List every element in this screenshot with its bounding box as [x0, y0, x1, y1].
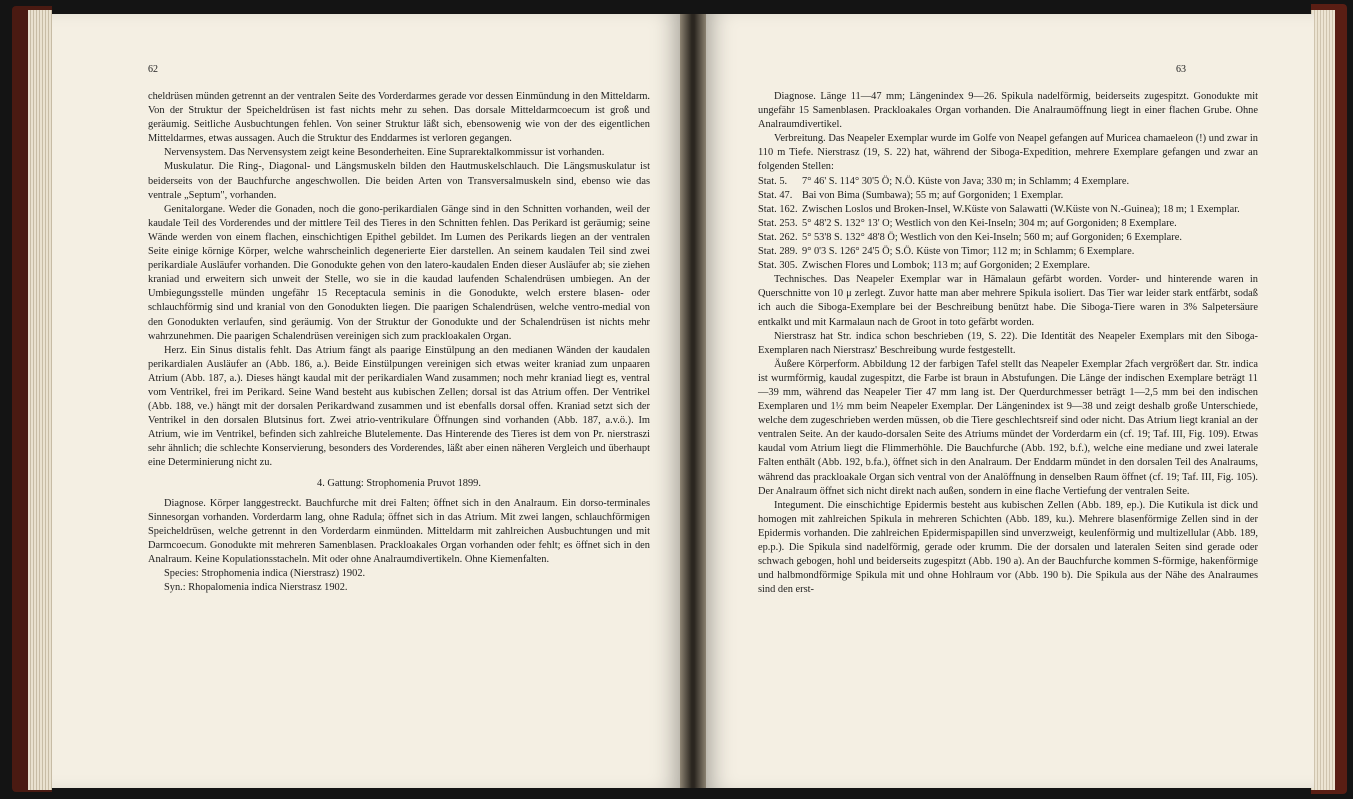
station-label: Stat. 162. [758, 203, 798, 215]
synonym-line: Syn.: Rhopalomenia indica Nierstrasz 1902. [164, 582, 348, 594]
station-entry [758, 231, 1258, 245]
station-label: Stat. 47. [758, 189, 793, 201]
species-line: Species: Strophomenia indica (Nierstrasz) 1902. [164, 568, 366, 580]
book-gutter [680, 14, 706, 788]
station-entry [758, 203, 1258, 217]
paragraph-verbreitung: Verbreitung. Das Neapeler Exemplar wurde im Golfe von Neapel gefangen auf Muricea chamaeleon (!) und zwar in 110 m Tiefe. Nierstrasz (19, S. 22) hat, während der Siboga-Expedition, mehrere Exemplare gefangen und zwar an folgenden Stellen: [758, 133, 1258, 173]
station-entry [758, 175, 1258, 189]
page-number-right: 63 [1176, 64, 1186, 75]
paragraph-nervensystem: Nervensystem. Das Nervensystem zeigt keine Besonderheiten. Eine Suprarektalkommissur ist vorhanden. [164, 147, 605, 159]
station-entry [758, 189, 1258, 203]
genus-heading: 4. Gattung: Strophomenia Pruvot 1899. [317, 477, 481, 489]
station-entry [758, 217, 1258, 231]
station-text: Bai von Bima (Sumbawa); 55 m; auf Gorgoniden; 1 Exemplar. [802, 189, 1064, 201]
station-label: Stat. 5. [758, 175, 788, 187]
station-entry [758, 245, 1258, 259]
station-text: Zwischen Loslos und Broken-Insel, W.Küste von Salawatti (W.Küste von N.-Guinea); 18 m; 1 Exemplar. [802, 203, 1240, 215]
paragraph-diagnose: Diagnose. Länge 11—47 mm; Längenindex 9—26. Spikula nadelförmig, beiderseits zugespitzt. Gonodukte mit ungefähr 15 Samenblasen. Prackloakales Organ vorhanden. Die Analraumöffnung liegt in einer flachen Grube. Ohne Analraumdivertikel. [758, 91, 1258, 131]
page-number-left: 62 [148, 64, 158, 75]
page-edges-right [1311, 10, 1335, 790]
station-label: Stat. 253. [758, 217, 798, 229]
page-edges-left [28, 10, 52, 790]
paragraph-koerperform: Äußere Körperform. Abbildung 12 der farbigen Tafel stellt das Neapeler Exemplar 2fach vergrößert dar. Str. indica ist wurmförmig, kaudal zugespitzt, die Farbe ist braun in Abstufungen. Die Länge der indischen Exemplare beträgt 11—39 mm, während das Neapeler Tier 47 mm lang ist. Der Querdurchmesser beträgt 1—2,5 mm bei den indischen Exemplaren und 1½ mm beim Neapeler Exemplar. Der Längenindex ist 9—38 und zeigt deshalb große Unterschiede, welche dem zugeschrieben werden müssen, ob die Tiere geschlechtsreif sind oder nicht. Das Atrium liegt kranial an der ventralen Seite. An der kaudo-dorsalen Seite des Atriums mündet der Vorderdarm ein (cf. 19; Taf. III, Fig. 109). Etwas kaudal vom Atrium liegt die Flimmerhöhle. Die Bauchfurche (Abb. 192, b.f.), welche eine mediane und zwei laterale Falten enthält (Abb. 192, b.fa.), öffnet sich in den Analraum. Der Enddarm mündet in den dorsalen Teil des Analraums, während das prackloakale Organ sich ventral von der Analöffnung in denselben Raum öffnet (cf. 19; Taf. III, Fig. 105). Der Analraum öffnet sich nicht direkt nach außen, sondern in eine flache Vertiefung der ventralen Seite. [758, 358, 1258, 497]
station-label: Stat. 305. [758, 260, 798, 272]
station-label: Stat. 262. [758, 231, 798, 243]
paragraph-genitalorgane: Genitalorgane. Weder die Gonaden, noch die gono-perikardialen Gänge sind in den Schnitten vorhanden, weil der kaudale Teil des Vorderendes und der mittlere Teil des Tieres in den Schnitten fehlen. Das Perikard ist geräumig; seine Wände werden von einem flachen, einschichtigen Epithel gebildet. Im Lumen des Perikards liegen an der ventralen Seite einige körnige Körper, welche wahrscheinlich degenerierte Eier darstellen. An seinem kaudalen Teil sind zwei perikardiale Ausläufer vorhanden. Die Gonodukte gehen von den latero-kaudalen Enden dieser Ausläufer ab; sie ziehen kraniad und erweitern sich unweit der Stelle, wo sie in die kaudad laufenden Schalendrüsen umbiegen. An der Umbiegungsstelle münden ungefähr 15 Receptacula seminis in die Gonodukte, welch erstere blasen- oder schlauchförmig sind und kranial von den Gonodukten liegen. Die paarigen Schalendrüsen, welche ventro-medial von den Gonodukten verlaufen, sind geräumig. Von der Struktur der Gonodukte und der Schalendrüsen ist nichts mehr wahrzunehmen. Die paarigen Schalendrüsen vereinigen sich zum prackloakalen Organ. [148, 203, 650, 342]
right-page-text [758, 90, 1258, 597]
paragraph: cheldrüsen münden getrennt an der ventralen Seite des Vorderdarmes gerade vor dessen Einmündung in den Mitteldarm. Von der Struktur der Speicheldrüsen ist fast nichts mehr zu sehen. Das dorsale Mitteldarmcoecum ist groß und geräumig. Seitliche Ausbuchtungen fehlen. Von seiner Struktur läßt sich, ebensowenig wie von der des eigentlichen Mitteldarmes, etwas aussagen. Auch die Struktur des Enddarmes ist verloren gegangen. [148, 91, 650, 145]
station-label: Stat. 289. [758, 246, 798, 258]
paragraph-muskulatur: Muskulatur. Die Ring-, Diagonal- und Längsmuskeln bilden den Hautmuskelschlauch. Die Längsmuskulatur ist beiderseits von der Bauchfurche angeschwollen. Die beiden Arten von Transversalmuskeln sind, ebenso wie das ventrale „Septum", vorhanden. [148, 161, 650, 201]
station-text: 7° 46' S. 114° 30'5 Ö; N.Ö. Küste von Java; 330 m; in Schlamm; 4 Exemplare. [802, 175, 1130, 187]
station-text: 5° 48'2 S. 132° 13' O; Westlich von den Kei-Inseln; 304 m; auf Gorgoniden; 8 Exemplare. [802, 217, 1177, 229]
paragraph-nierstrasz: Nierstrasz hat Str. indica schon beschrieben (19, S. 22). Die Identität des Neapeler Exemplars mit den Siboga-Exemplaren nach Nierstrasz' Beschreibung wurde festgestellt. [758, 330, 1258, 356]
left-page-text [148, 90, 650, 595]
station-text: 5° 53'8 S. 132° 48'8 Ö; Westlich von den Kei-Inseln; 560 m; auf Gorgoniden; 6 Exemplare. [802, 231, 1182, 243]
paragraph-technisches: Technisches. Das Neapeler Exemplar war in Hämalaun gefärbt worden. Vorder- und hinterende waren in Querschnitte von 10 μ zerlegt. Zuvor hatte man aber mehrere Spikula isoliert. Das Tier war leider stark entfärbt, sodaß ich auch die Siboga-Exemplare bei der Beschreibung benützt habe. Die Siboga-Tiere waren in 3% Salpetersäure entkalkt und mit Karmalaun nach de Groot in toto gefärbt worden. [758, 274, 1258, 328]
paragraph-integument: Integument. Die einschichtige Epidermis besteht aus kubischen Zellen (Abb. 189, ep.). Die Kutikula ist dick und homogen mit zahlreichen Spikula in mehreren Schichten (Abb. 189, ku.). Mehrere blasenförmige Zellen sind in der Epidermis vorhanden. Die zahlreichen Epidermispapillen sind unverzweigt, keulenförmig und multizellular (Abb. 189, ep.p.). Die Spikula sind nadelförmig, gerade oder krumm. Die der dorsalen und lateralen Seiten sind gerade oder schwach gebogen, hohl und beiderseits zugespitzt (Abb. 190 a). An der Bauchfurche kommen S-förmige, hakenförmige und halbmondförmige Spikula mit und ohne Hohlraum vor (Abb. 190 b). Die Spikula aus der Nähe des Analraumes sind den erst- [758, 499, 1258, 596]
paragraph-herz: Herz. Ein Sinus distalis fehlt. Das Atrium fängt als paarige Einstülpung an den medianen Wänden der kaudalen perikardialen Ausläufer an (Abb. 186, a.). Beide Einstülpungen vereinigen sich etwas weiter kraniad zum unpaaren Atrium (Abb. 187, a.). Dieses hängt kaudal mit der perikardialen Wand zusammen; noch mehr kraniad liegt es, ventral vom Ventrikel, frei im Perikard. Seine Wand besteht aus kubischen Zellen; dorsal ist das Atrium offen. Der Ventrikel (Abb. 188, ve.) hängt mit der dorsalen Perikardwand zusammen und ist ebenfalls dorsal offen. Kraniad setzt sich der Ventrikel in den dorsalen Blutsinus fort. Zwei atrio-ventrikulare Öffnungen sind vorhanden (Abb. 187, a.v.ö.). Im Atrium, wie im Ventrikel, befinden sich zahlreiche Blutelemente. Das Hinterende des Tieres ist dem von Pr. nierstraszi sehr ähnlich; die schlechte Konservierung, besonders des Vorderendes, läßt aber einen näheren Vergleich und überhaupt eine Determinierung nicht zu. [148, 344, 650, 469]
station-text: 9° 0'3 S. 126° 24'5 Ö; S.Ö. Küste von Timor; 112 m; in Schlamm; 6 Exemplare. [802, 246, 1135, 258]
station-entry [758, 259, 1258, 273]
paragraph-diagnose: Diagnose. Körper langgestreckt. Bauchfurche mit drei Falten; öffnet sich in den Analraum. Ein dorso-terminales Sinnesorgan vorhanden. Vorderdarm lang, ohne Radula; öffnet sich in das Atrium. Mit zwei langen, schlauchförmigen Speicheldrüsen, welche getrennt in den Vorderdarm einmünden. Mitteldarm mit zahlreichen Ausbuchtungen und mit Darmcoecum. Gonodukte mit mehreren Samenblasen. Prackloakales Organ vorhanden oder fehlt; es öffnet sich in den Analraum. Keine Kopulationsstacheln. Mit oder ohne Analraumdivertikeln. Ohne Kiemenfalten. [148, 497, 650, 565]
station-text: Zwischen Flores und Lombok; 113 m; auf Gorgoniden; 2 Exemplare. [802, 260, 1090, 272]
